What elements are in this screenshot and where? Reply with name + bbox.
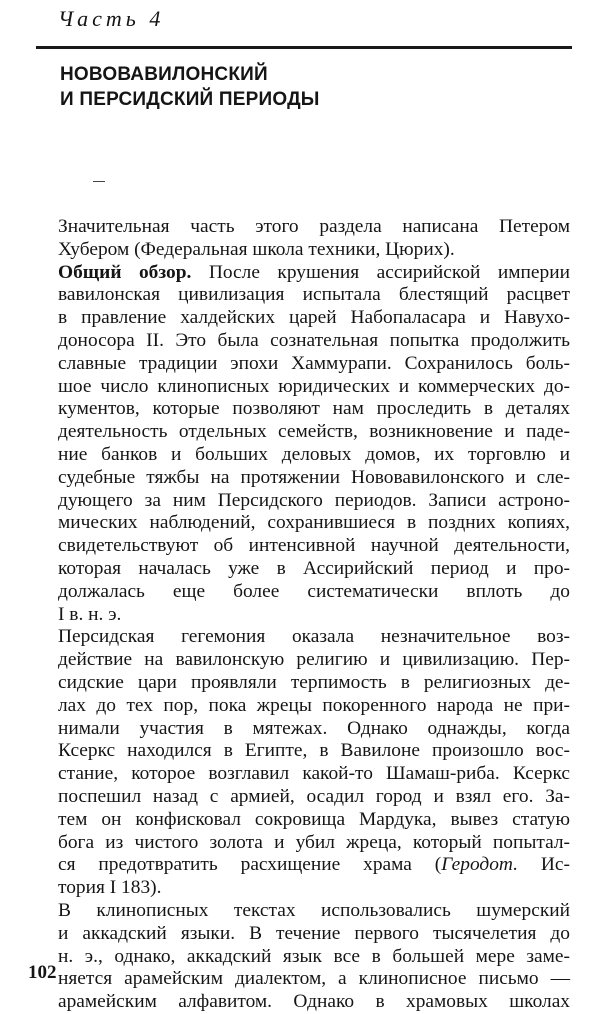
chapter-title bbox=[60, 62, 320, 112]
text-line bbox=[58, 946, 570, 969]
line-text: шое число клинописных юридических и коммерческих до- bbox=[58, 375, 570, 397]
line-text: нимали участия в мятежах. Однако однажды, когда bbox=[58, 717, 570, 739]
text-line bbox=[58, 512, 570, 535]
text-line bbox=[58, 626, 570, 649]
chapter-title-line-1: НОВОВАВИЛОНСКИЙ bbox=[60, 64, 268, 85]
text-line bbox=[58, 763, 570, 786]
text-line bbox=[58, 490, 570, 513]
line-text: тем он конфисковал сокровища Мардука, вывез статую bbox=[58, 808, 570, 830]
text-line bbox=[58, 923, 570, 946]
text-line bbox=[58, 558, 570, 581]
line-text: дующего за ним Персидского периодов. Записи астроно- bbox=[58, 489, 570, 511]
text-line bbox=[58, 444, 570, 467]
text-line bbox=[58, 467, 570, 490]
text-line bbox=[58, 786, 570, 809]
line-text: в правление халдейских царей Набопаласара и Навухо- bbox=[58, 307, 570, 329]
line-text: сидские цари проявляли терпимость в религиозных де- bbox=[58, 671, 570, 693]
line-text: вавилонская цивилизация испытала блестящий расцвет bbox=[58, 284, 570, 306]
line-text: должалась еще более систематически вплоть до bbox=[58, 580, 570, 602]
text-line bbox=[58, 649, 570, 672]
line-text: Хубером (Федеральная школа техники, Цюрих). bbox=[58, 238, 455, 260]
text-line bbox=[58, 968, 570, 991]
text-line bbox=[58, 216, 570, 239]
text-line bbox=[58, 284, 570, 307]
text-line bbox=[58, 832, 570, 855]
citation-author: Геродот. bbox=[441, 854, 519, 876]
line-text: лах до тех пор, пока жрецы покоренного народа не при- bbox=[58, 694, 570, 716]
text-line bbox=[58, 695, 570, 718]
text-line bbox=[58, 307, 570, 330]
text-line bbox=[58, 718, 570, 741]
line-text: няется арамейским диалектом, а клинописное письмо — bbox=[58, 968, 570, 990]
text-line bbox=[58, 239, 570, 262]
header-rule bbox=[36, 46, 572, 49]
line-text: свидетельствуют об интенсивной научной деятельности, bbox=[58, 535, 570, 557]
text-line bbox=[58, 398, 570, 421]
line-text: После крушения ассирийской империи bbox=[191, 261, 570, 283]
line-text: славные традиции эпохи Хаммурапи. Сохранилось боль- bbox=[58, 352, 570, 374]
line-text: стание, которое возглавил какой-то Шамаш-риба. Ксеркс bbox=[58, 763, 570, 785]
text-line bbox=[58, 854, 570, 877]
line-text: действие на вавилонскую религию и цивилизацию. Пер- bbox=[58, 649, 570, 671]
chapter-title-line-2: И ПЕРСИДСКИЙ ПЕРИОДЫ bbox=[60, 89, 320, 110]
line-tail: Ис- bbox=[518, 854, 570, 876]
text-line bbox=[58, 900, 570, 923]
line-text: В клинописных текстах использовались шумерский bbox=[58, 899, 570, 921]
section-heading-inline: Общий обзор. bbox=[58, 261, 192, 283]
line-text: доносора II. Это была сознательная попытка продолжить bbox=[58, 329, 570, 351]
line-text: Персидская гегемония оказала незначительное воз- bbox=[58, 626, 570, 648]
line-text: мических наблюдений, сохранившиеся в поздних копиях, bbox=[58, 512, 570, 534]
line-text: ние банков и больших деловых домов, их торговлю и bbox=[58, 443, 570, 465]
body-text bbox=[58, 216, 570, 1014]
text-line bbox=[58, 262, 570, 285]
line-text: судебные тяжбы на протяжении Нововавилонского и сле- bbox=[58, 466, 570, 488]
running-head: Часть 4 bbox=[58, 6, 165, 31]
line-text: I в. н. э. bbox=[58, 603, 122, 625]
line-text: бога из чистого золота и убил жреца, который попытал- bbox=[58, 831, 570, 853]
text-line bbox=[58, 376, 570, 399]
text-line bbox=[58, 421, 570, 444]
text-line bbox=[58, 991, 570, 1014]
text-line bbox=[58, 604, 570, 627]
line-text: кументов, которые позволяют нам проследить в деталях bbox=[58, 398, 570, 420]
text-line bbox=[58, 672, 570, 695]
text-line bbox=[58, 809, 570, 832]
line-text: тория I 183). bbox=[58, 877, 162, 899]
line-text: которая началась уже в Ассирийский период и про- bbox=[58, 557, 570, 579]
line-text: деятельность отдельных семейств, возникновение и паде- bbox=[58, 421, 570, 443]
text-line bbox=[58, 353, 570, 376]
text-line bbox=[58, 740, 570, 763]
line-text: поспешил назад с армией, осадил город и взял его. За- bbox=[58, 785, 570, 807]
line-text: ся предотвратить расхищение храма ( bbox=[58, 854, 442, 876]
text-line bbox=[58, 535, 570, 558]
ornament-dash bbox=[93, 181, 105, 182]
line-text: арамейским алфавитом. Однако в храмовых школах bbox=[58, 991, 570, 1013]
line-text: Ксеркс находился в Египте, в Вавилоне произошло вос- bbox=[58, 740, 570, 762]
text-line bbox=[58, 330, 570, 353]
line-text: Значительная часть этого раздела написана Петером bbox=[58, 216, 570, 237]
page-number: 102 bbox=[28, 962, 57, 983]
text-line bbox=[58, 877, 570, 900]
line-text: и аккадский языки. В течение первого тысячелетия до bbox=[58, 922, 570, 944]
line-text: н. э., однако, аккадский язык все в большей мере заме- bbox=[58, 945, 570, 967]
text-line bbox=[58, 581, 570, 604]
